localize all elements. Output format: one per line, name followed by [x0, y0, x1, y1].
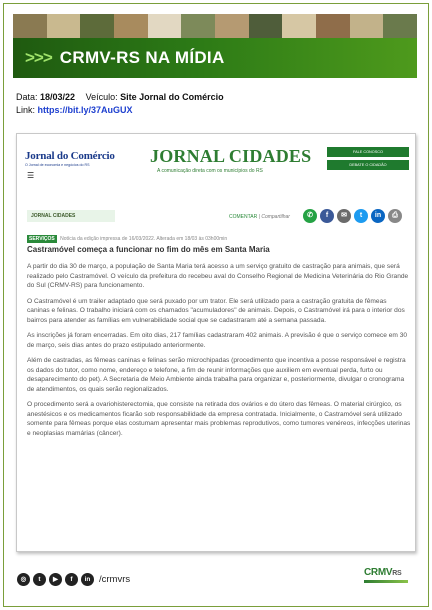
article-dateline — [27, 236, 227, 242]
instagram-icon[interactable]: ◎ — [17, 573, 30, 586]
debate-cidadao-button[interactable]: DEBATE O CIDADÃO — [327, 160, 409, 170]
banner — [13, 38, 417, 78]
jc-logo-name: Jornal do Comércio — [25, 150, 115, 162]
paragraph: Além de castradas, as fêmeas caninas e felinas serão microchipadas (procedimento que incentiva a posse responsável e registra os dados do tutor, como nome, endereço e telefone, a fim de reunir informações que auxiliem em eventual perda, furto ou desaparecimento do pet). A Secretaria de Meio Ambiente ainda trabalha para organizar e, posteriormente, divulgar o cronograma de atendimentos, os quais serão regionalizados. — [27, 357, 406, 393]
paragraph: As inscrições já foram encerradas. Em oito dias, 217 famílias cadastraram 402 animais. A previsão é que o serviço comece em 30 de março, seis dias antes do prazo estipulado anteriormente. — [27, 332, 408, 349]
date-value: 18/03/22 — [40, 92, 76, 102]
date-label: Data: — [16, 92, 38, 102]
clipping-meta — [16, 91, 224, 117]
facebook-icon[interactable]: f — [320, 209, 334, 223]
social-handle: /crmvrs — [99, 574, 131, 585]
banner-photo-strip — [13, 14, 417, 38]
fale-conosco-button[interactable]: FALE CONOSCO — [327, 147, 409, 157]
twitter-icon[interactable]: t — [354, 209, 368, 223]
whatsapp-icon[interactable]: ✆ — [303, 209, 317, 223]
logo-suffix: RS — [392, 570, 402, 577]
paragraph: A partir do dia 30 de março, a população de Santa Maria terá acesso a um serviço gratuito de castração para animais, que será realizado pelo Castramóvel. O veículo da prefeitura do recebeu aval do Conselho Regional de Medicina Veterinária do Rio Grande do Sul (CRMV-RS) para funcionamento. — [27, 263, 409, 289]
compartilhar-label: Compartilhar — [261, 214, 290, 220]
jc-logo-tagline: O Jornal de economia e negócios do RS — [25, 163, 90, 167]
vehicle-value: Site Jornal do Comércio — [120, 92, 224, 102]
paragraph: O Castramóvel é um trailer adaptado que será puxado por um trator. Ele será utilizado para a castração gratuita de fêmeas caninas e felinas. O trabalho iniciará com os chamados "acumuladores" de animais. Depois, o Castramóvel irá para o interior dos bairros para atender as famílias em vulnerabilidade social que se cadastraram até a semana passada. — [27, 297, 405, 324]
paragraph: O procedimento será a ovariohisterectomia, que consiste na retirada dos ovários e do útero das fêmeas. O material cirúrgico, os anestésicos e os medicamentos ficarão sob responsabilidade da empresa contratada. Inicialmente, o Castramóvel será utilizado somente para fêmeas porque elas costumam apresentar mais problemas reprodutivos, como tumores venéreos, infecções uterinas e neoplasias mamárias (câncer). — [27, 401, 411, 437]
menu-icon[interactable]: ☰ — [27, 171, 35, 180]
section-tag[interactable]: JORNAL CIDADES — [27, 210, 115, 222]
crmv-rs-logo — [364, 567, 412, 593]
footer-social — [17, 573, 130, 586]
linkedin-icon[interactable]: in — [371, 209, 385, 223]
jornal-cidades-logo[interactable] — [150, 146, 311, 174]
category-badge[interactable]: SERVIÇOS — [29, 236, 55, 242]
twitter-icon[interactable]: t — [33, 573, 46, 586]
cidades-logo-name: JORNAL CIDADES — [150, 146, 312, 166]
jornal-do-comercio-logo[interactable] — [25, 150, 115, 167]
vehicle-label: Veículo: — [85, 92, 118, 102]
logo-underline — [364, 580, 408, 583]
dateline-text: Notícia da edição impressa de 16/03/2022. Alterada em 18/03 às 03h00min — [60, 236, 228, 242]
facebook-icon[interactable]: f — [65, 573, 78, 586]
share-icons — [303, 209, 402, 223]
link-label: Link: — [16, 105, 36, 115]
article-headline: Castramóvel começa a funcionar no fim do mês em Santa Maria — [27, 245, 270, 254]
comentar-link[interactable]: COMENTAR — [229, 214, 258, 220]
email-icon[interactable]: ✉ — [337, 209, 351, 223]
article-link[interactable]: https://bit.ly/37AuGUX — [37, 105, 133, 115]
article-screenshot — [16, 133, 416, 552]
linkedin-icon[interactable]: in — [81, 573, 94, 586]
print-icon[interactable]: ⎙ — [388, 209, 402, 223]
youtube-icon[interactable]: ▶ — [49, 573, 62, 586]
banner-title: CRMV-RS NA MÍDIA — [59, 48, 225, 67]
logo-text: CRMV — [364, 567, 393, 578]
cidades-logo-tagline: A comunicação direta com os municípios do RS — [157, 168, 263, 174]
banner-arrows: >>> — [25, 48, 52, 67]
comment-share-links: COMENTAR | Compartilhar — [229, 214, 290, 220]
article-body — [27, 262, 411, 444]
